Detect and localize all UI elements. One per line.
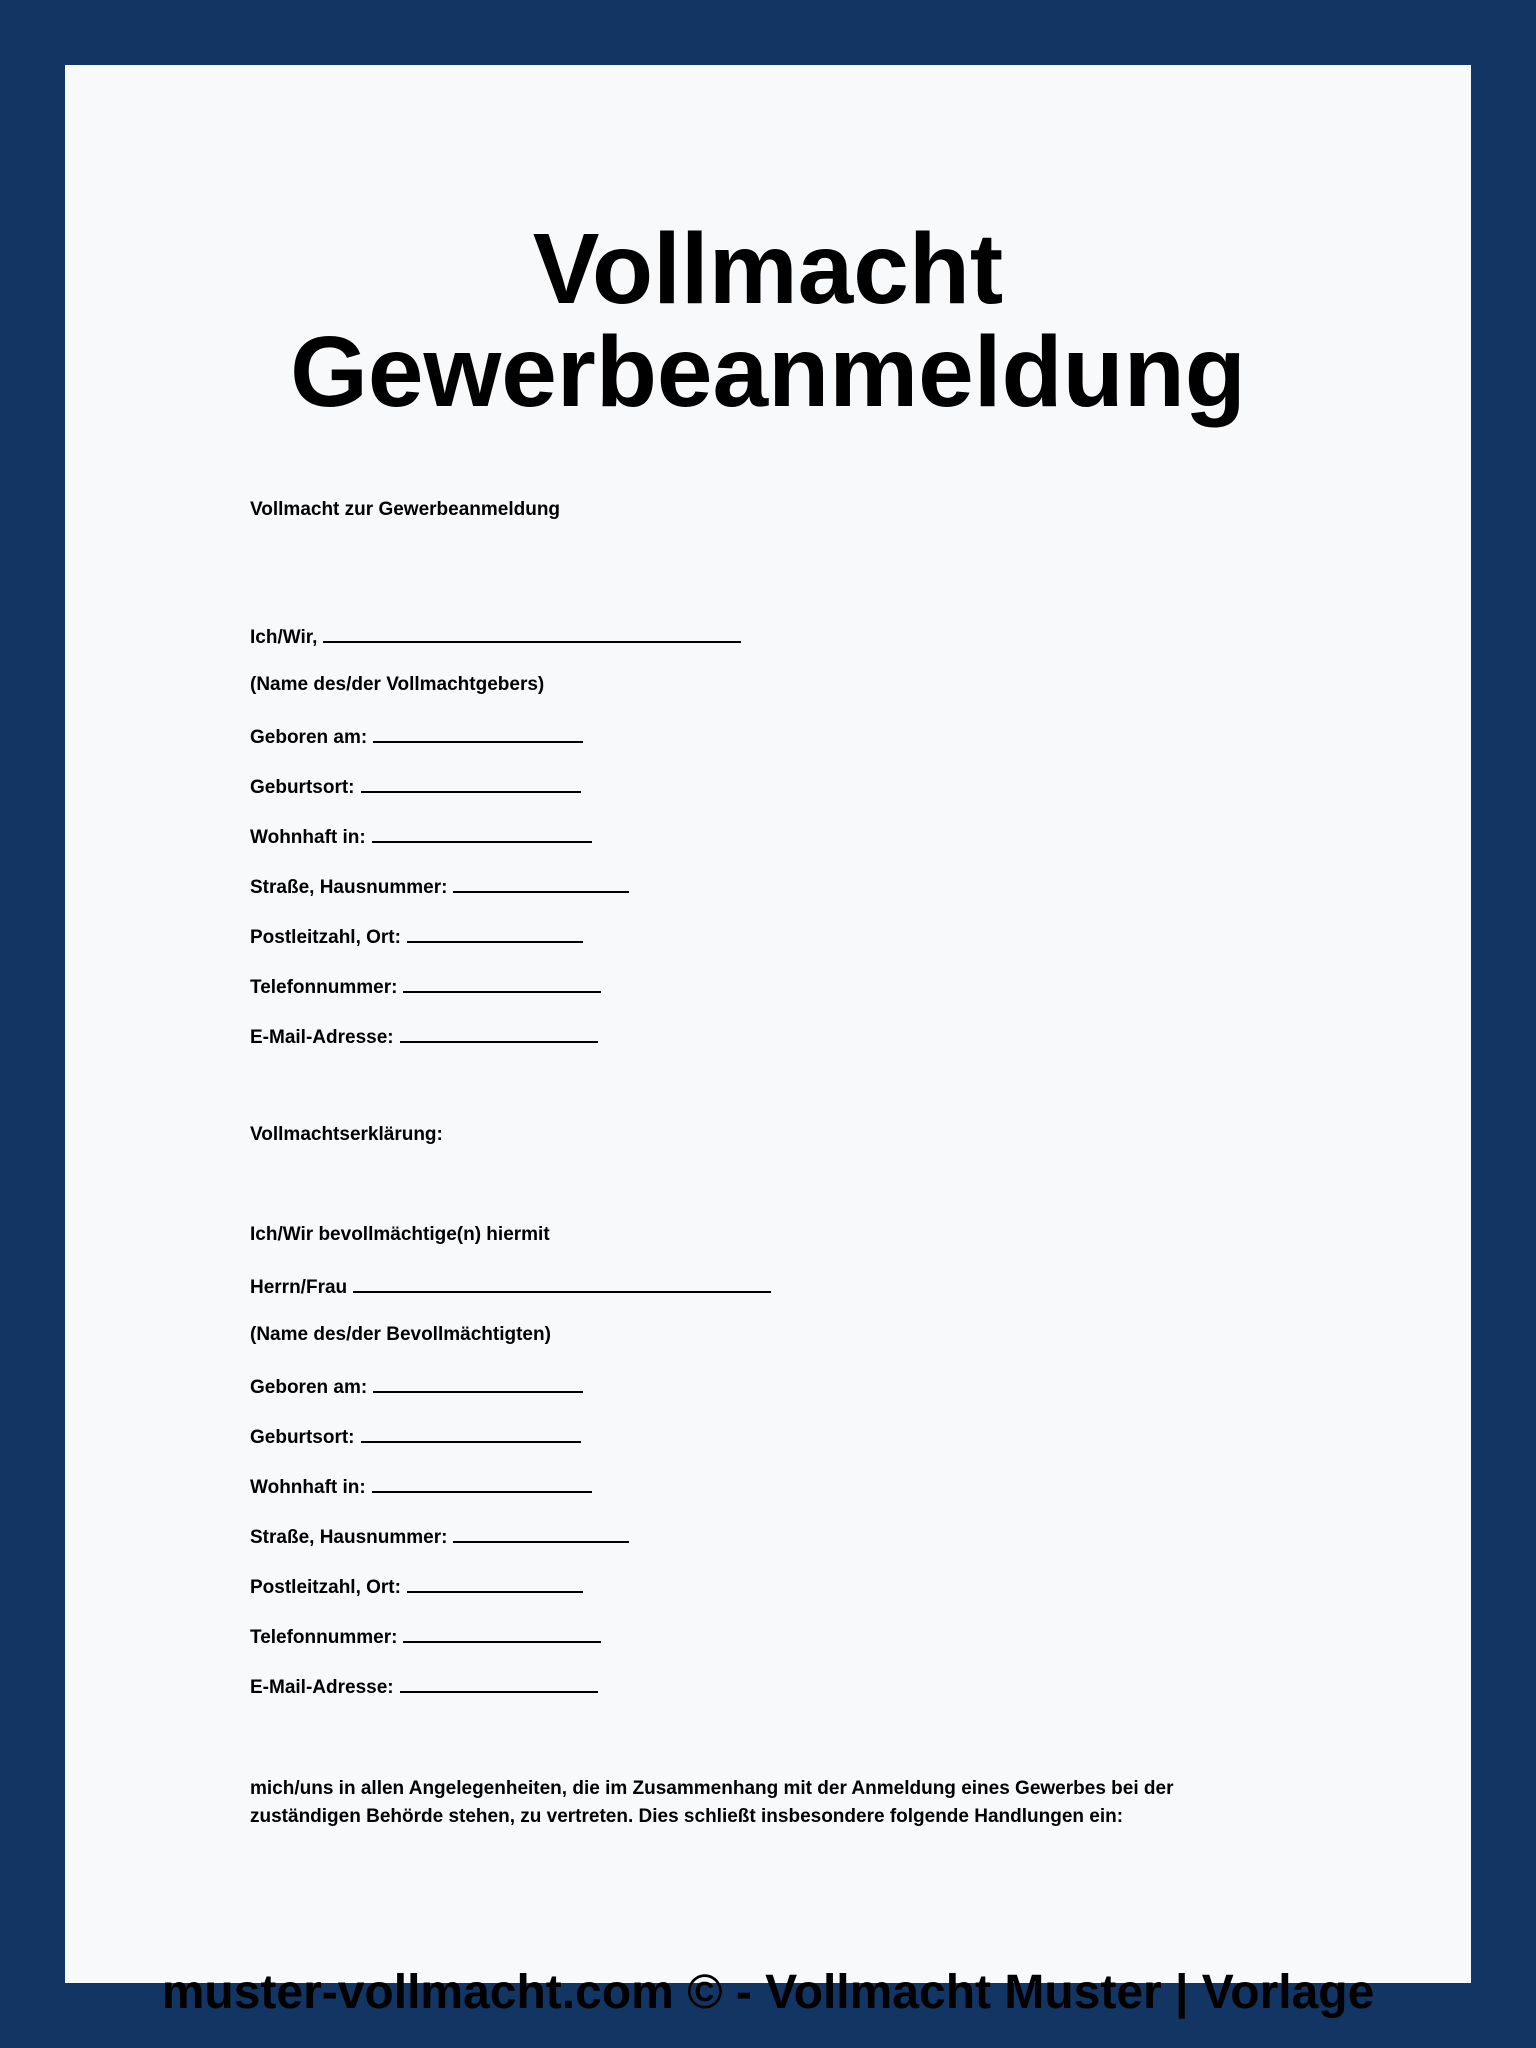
grantor-postal-blank (407, 923, 583, 943)
attorney-birthplace-blank (361, 1423, 581, 1443)
grantor-residence-label: Wohnhaft in: (250, 827, 366, 848)
declaration-intro: Ich/Wir bevollmächtige(n) hiermit (250, 1224, 550, 1245)
attorney-postal-blank (407, 1573, 583, 1593)
attorney-birthplace-field (250, 1423, 581, 1450)
grantor-postal-label: Postleitzahl, Ort: (250, 927, 401, 948)
attorney-birthdate-blank (373, 1373, 583, 1393)
document-sheet (65, 65, 1471, 2019)
attorney-residence-blank (372, 1473, 592, 1493)
grantor-phone-blank (403, 973, 601, 993)
attorney-postal-field (250, 1573, 583, 1600)
grantor-residence-blank (372, 823, 592, 843)
attorney-residence-field (250, 1473, 592, 1500)
grantor-birthdate-field (250, 723, 583, 750)
attorney-street-field (250, 1523, 629, 1550)
scope-text-line1: mich/uns in allen Angelegenheiten, die im Zusammenhang mit der Anmeldung eines Gewerbes bei der (250, 1778, 1174, 1799)
attorney-email-field (250, 1673, 598, 1700)
document-title-line2: Gewerbeanmeldung (290, 316, 1246, 428)
declaration-heading: Vollmachtserklärung: (250, 1124, 443, 1145)
grantor-birthplace-label: Geburtsort: (250, 777, 355, 798)
attorney-residence-label: Wohnhaft in: (250, 1477, 366, 1498)
grantor-email-blank (400, 1023, 598, 1043)
attorney-street-label: Straße, Hausnummer: (250, 1527, 448, 1548)
document-subtitle: Vollmacht zur Gewerbeanmeldung (250, 499, 561, 520)
attorney-street-blank (453, 1523, 629, 1543)
grantor-name-hint: (Name des/der Vollmachtgebers) (250, 674, 545, 695)
attorney-phone-field (250, 1623, 601, 1650)
attorney-phone-label: Telefonnummer: (250, 1627, 398, 1648)
scope-text-line2: zuständigen Behörde stehen, zu vertreten. Dies schließt insbesondere folgende Handlungen ein: (250, 1806, 1124, 1827)
grantor-birthdate-label: Geboren am: (250, 727, 368, 748)
attorney-birthdate-label: Geboren am: (250, 1377, 368, 1398)
grantor-street-field (250, 873, 629, 900)
grantor-residence-field (250, 823, 592, 850)
grantor-birthplace-blank (361, 773, 581, 793)
grantor-email-field (250, 1023, 598, 1050)
grantor-name-label: Ich/Wir, (250, 627, 318, 648)
grantor-name-field (250, 623, 741, 650)
attorney-birthdate-field (250, 1373, 583, 1400)
grantor-phone-field (250, 973, 601, 1000)
grantor-birthdate-blank (373, 723, 583, 743)
scope-paragraph (250, 1775, 1300, 1831)
attorney-name-field (250, 1273, 771, 1300)
grantor-phone-label: Telefonnummer: (250, 977, 398, 998)
grantor-postal-field (250, 923, 583, 950)
attorney-email-label: E-Mail-Adresse: (250, 1677, 394, 1698)
grantor-street-label: Straße, Hausnummer: (250, 877, 448, 898)
attorney-name-label: Herrn/Frau (250, 1277, 348, 1298)
attorney-name-blank (353, 1273, 771, 1293)
grantor-street-blank (453, 873, 629, 893)
attorney-postal-label: Postleitzahl, Ort: (250, 1577, 401, 1598)
attorney-name-hint: (Name des/der Bevollmächtigten) (250, 1324, 551, 1345)
grantor-birthplace-field (250, 773, 581, 800)
attorney-phone-blank (403, 1623, 601, 1643)
attorney-email-blank (400, 1673, 598, 1693)
grantor-name-blank (323, 623, 741, 643)
attorney-birthplace-label: Geburtsort: (250, 1427, 355, 1448)
footer-watermark: muster-vollmacht.com © - Vollmacht Muster | Vorlage (161, 1966, 1375, 2019)
document-title-line1: Vollmacht (532, 213, 1004, 325)
grantor-email-label: E-Mail-Adresse: (250, 1027, 394, 1048)
